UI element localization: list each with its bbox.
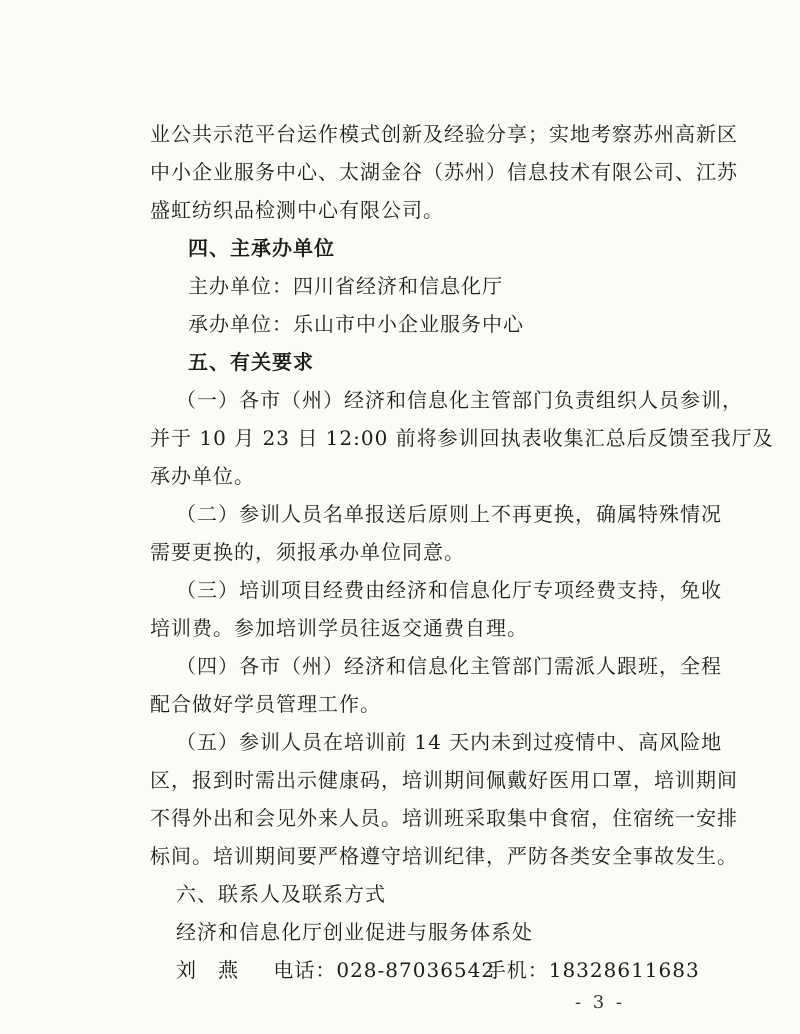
req5-line-3: 不得外出和会见外来人员。培训班采取集中食宿，住宿统一安排 bbox=[150, 806, 738, 830]
section6-heading: 六、联系人及联系方式 bbox=[176, 882, 386, 906]
section4-heading: 四、主承办单位 bbox=[188, 236, 335, 260]
req4-line-1: （四）各市（州）经济和信息化主管部门需派人跟班，全程 bbox=[176, 654, 722, 678]
req2-line-2: 需要更换的，须报承办单位同意。 bbox=[150, 540, 465, 564]
host-unit: 主办单位：四川省经济和信息化厅 bbox=[188, 274, 503, 298]
req2-line-1: （二）参训人员名单报送后原则上不再更换，确属特殊情况 bbox=[176, 502, 722, 526]
section5-heading: 五、有关要求 bbox=[188, 350, 314, 374]
page-number: - 3 - bbox=[574, 992, 625, 1013]
req5-line-1: （五）参训人员在培训前 14 天内未到过疫情中、高风险地 bbox=[176, 730, 723, 754]
contact-name: 刘 燕 bbox=[176, 958, 239, 982]
req4-line-2: 配合做好学员管理工作。 bbox=[150, 692, 381, 716]
contact-department: 经济和信息化厅创业促进与服务体系处 bbox=[176, 920, 533, 944]
intro-line-2: 中小企业服务中心、太湖金谷（苏州）信息技术有限公司、江苏 bbox=[150, 160, 738, 184]
intro-line-3: 盛虹纺织品检测中心有限公司。 bbox=[150, 198, 444, 222]
contact-mobile: 手机：18328611683 bbox=[485, 958, 700, 982]
req1-line-2: 并于 10 月 23 日 12:00 前将参训回执表收集汇总后反馈至我厅及 bbox=[150, 426, 774, 450]
req5-line-4: 标间。培训期间要严格遵守培训纪律，严防各类安全事故发生。 bbox=[150, 844, 738, 868]
contact-phone: 电话：028-87036542 bbox=[273, 958, 496, 982]
req5-line-2: 区，报到时需出示健康码，培训期间佩戴好医用口罩，培训期间 bbox=[150, 768, 738, 792]
req1-line-1: （一）各市（州）经济和信息化主管部门负责组织人员参训， bbox=[176, 388, 743, 412]
req1-line-3: 承办单位。 bbox=[150, 464, 255, 488]
req3-line-1: （三）培训项目经费由经济和信息化厅专项经费支持，免收 bbox=[176, 578, 722, 602]
organizer-unit: 承办单位：乐山市中小企业服务中心 bbox=[188, 312, 524, 336]
intro-line-1: 业公共示范平台运作模式创新及经验分享；实地考察苏州高新区 bbox=[150, 122, 738, 146]
contact-row bbox=[176, 956, 700, 984]
req3-line-2: 培训费。参加培训学员往返交通费自理。 bbox=[150, 616, 528, 640]
